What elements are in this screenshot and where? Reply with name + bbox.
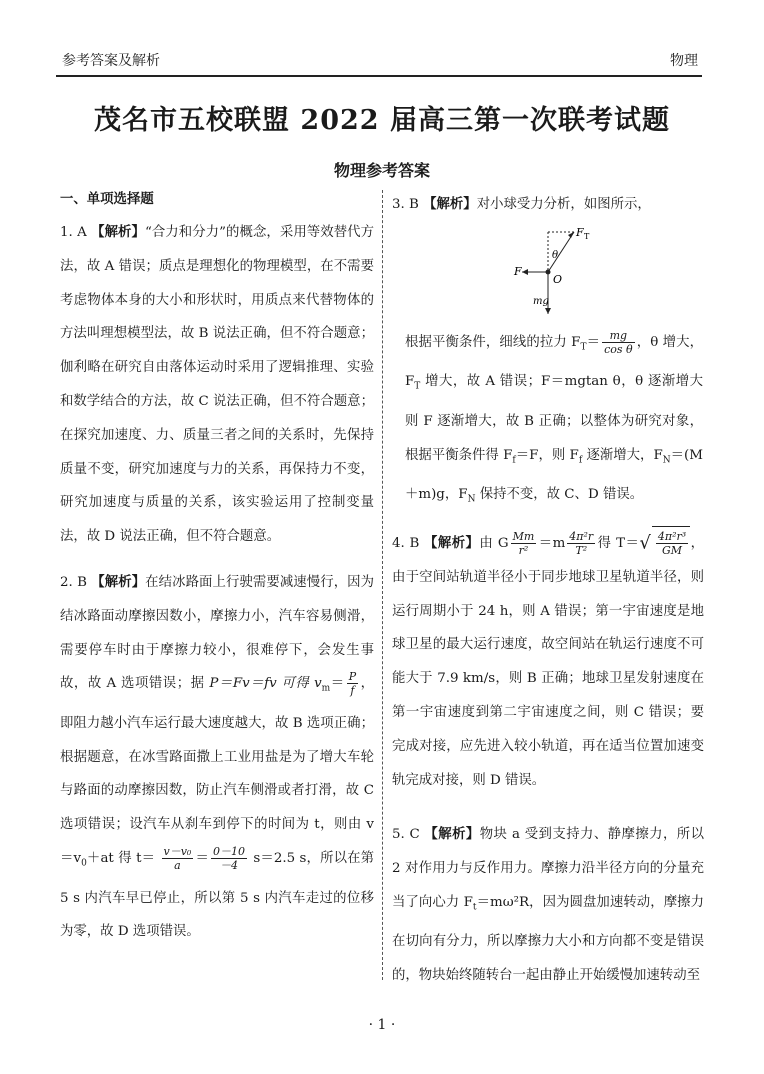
tension-arrowhead: [568, 232, 574, 238]
answer-3-body: [405, 326, 703, 518]
answer-3-t6: ＝(M＋m)g，F: [405, 447, 703, 503]
answer-3-tag: 【解析】: [423, 196, 477, 212]
answer-3-intro-text: 对小球受力分析，如图所示，: [476, 197, 651, 212]
answer-3-sub-n: N: [662, 455, 671, 466]
answer-2-text-d: s＝2.5 s，所以在第 5 s 内汽车早已停止，所以第 5 s 内汽车走过的位移为零，故 D 选项错误。: [60, 851, 374, 940]
label-ft: F: [576, 226, 584, 239]
frac-num: P: [348, 670, 357, 684]
answer-3-t2: ，θ 增大，F: [405, 335, 704, 390]
page-title: 茂名市五校联盟 2022 届高三第一次联考试题: [94, 105, 670, 136]
answer-4-number: 4. B: [392, 535, 420, 551]
answer-4-t4: ，由于空间站轨道半径小于同步地球卫星轨道半径，则运行周期小于 24 h，则 A 错误；第一宇宙速度是地球卫星的最大运行速度，故空间站在轨运行速度不可能大于 7.9 km/s，则 B 正确；地球卫星发射速度在第一宇宙速度到第二宇宙速度之间，则 C 错误；要完成对接，应先进入较小轨道，再在适当位置加速变轨完成对接，则 D 错误。: [392, 535, 705, 788]
frac-num: 0－10: [212, 845, 245, 859]
label-theta: θ: [552, 250, 559, 261]
answer-1-number: 1. A: [60, 225, 87, 240]
answer-5-number: 5. C: [392, 827, 420, 842]
frac-den: r²: [518, 543, 529, 557]
answer-4-t3: 得 T＝: [597, 535, 640, 551]
column-divider: [382, 190, 383, 980]
frac-num: mg: [602, 329, 635, 343]
label-o: O: [553, 273, 563, 286]
frac-den: f: [350, 684, 355, 698]
answer-3-sub-t2: T: [414, 382, 421, 393]
answer-4-frac1: [511, 530, 537, 557]
answer-2-sub-m: m: [321, 684, 331, 695]
answer-3-intro: [392, 188, 704, 222]
answer-3-sub-n2: N: [467, 494, 476, 505]
label-f: F: [514, 265, 522, 278]
answer-2-frac-pf: [347, 670, 358, 697]
answer-4-frac3: [656, 530, 688, 557]
answer-1-tag: 【解析】: [91, 224, 145, 240]
frac-num: Mm: [512, 529, 535, 543]
answer-4-sqrt: [652, 526, 690, 561]
answer-5-t1: 物块 a 受到支持力、静摩擦力，所以 2 对作用力与反作用力。摩擦力沿半径方向的分量充当了向心力 F: [392, 827, 705, 910]
frac-den: cos θ: [604, 343, 633, 356]
answer-2-text-a: 在结冰路面上行驶需要减速慢行，因为结冰路面动摩擦因数小，摩擦力小，汽车容易侧滑，需要停车时由于摩擦力较小，很难停下，会发生事故，故 A 选项错误；据: [60, 575, 375, 692]
answer-4: [392, 526, 704, 797]
answer-3-t1b: ＝: [586, 335, 601, 350]
answer-3-sub-f2: f: [578, 455, 583, 466]
answer-4-t2: ＝m: [538, 535, 566, 551]
sqrt-icon: √: [639, 532, 651, 554]
force-diagram: [500, 222, 610, 322]
answer-3-sub-f: f: [512, 455, 516, 466]
answer-3-t5: 逐渐增大，F: [582, 447, 663, 463]
answer-4-frac2: [567, 530, 595, 557]
answer-2-frac-values: [211, 845, 247, 872]
answer-2-tag: 【解析】: [91, 574, 146, 590]
answer-3-t4: ＝F，则 F: [515, 447, 579, 463]
page-number: · 1 ·: [368, 1017, 396, 1033]
answer-2-text-b: ，即阻力越小汽车运行最大速度越大，故 B 选项正确；根据题意，在冰雪路面撒上工业用盐是为了增大车轮与路面的动摩擦因数，防止汽车侧滑或者打滑，故 C 选项错误；设汽车从刹车到停下的时间为 t，则由 v＝v: [60, 676, 375, 867]
header-rule: [56, 75, 702, 77]
answer-2-formula: P＝Fv＝fv 可得 v: [209, 676, 322, 692]
answer-3-sub-t: T: [580, 342, 587, 353]
frac-den: T²: [575, 543, 588, 557]
answer-2-text-c: ＋at 得 t＝: [86, 851, 156, 867]
section-heading: 一、单项选择题: [60, 191, 154, 207]
answer-1: [60, 216, 374, 554]
gravity-arrowhead: [545, 308, 551, 314]
answer-1-text: “合力和分力”的概念，采用等效替代方法，故 A 错误；质点是理想化的物理模型，在不需要考虑物体本身的大小和形状时，用质点来代替物体的方法叫理想模型法，故 B 说法正确，但不符合题意；伽利略在研究自由落体运动时采用了逻辑推理、实验和数学结合的方法，故 C 说法正确，但不符合题意；在探究加速度、力、质量三者之间的关系时，先保持质量不变，研究加速度与力的关系，再保持力不变，研究加速度与质量的关系，该实验运用了控制变量法，故 D 说法正确，但不符合题意。: [60, 225, 374, 545]
answer-4-t1: 由 G: [479, 535, 509, 551]
answer-5-t2: ＝mω²R，因为圆盘加速转动，摩擦力在切向有分力，所以摩擦力大小和方向都不变是错误的，物块始终随转台一起由静止开始缓慢加速转动至: [392, 894, 704, 983]
answer-2-number: 2. B: [60, 575, 87, 590]
answer-3-number: 3. B: [392, 197, 419, 212]
frac-den: a: [174, 859, 181, 873]
answer-3-frac: [602, 329, 635, 356]
answer-2-sub-0: 0: [81, 858, 87, 869]
frac-den: －4: [219, 859, 238, 873]
answer-4-tag: 【解析】: [424, 534, 480, 551]
frac-num: 4π²r: [569, 529, 594, 543]
frac-den: GM: [661, 544, 683, 557]
answer-3-t3: 增大，故 A 错误；F＝mgtan θ，θ 逐渐增大则 F 逐渐增大，故 B 正确；以整体为研究对象，根据平衡条件得 F: [405, 374, 703, 463]
answer-2-frac-t: [162, 845, 194, 872]
answer-3-t7: 保持不变，故 C、D 错误。: [475, 487, 644, 503]
header-left: 参考答案及解析: [62, 53, 160, 69]
answer-3-t1: 根据平衡条件，细线的拉力 F: [405, 335, 581, 350]
label-ft-sub: T: [584, 232, 590, 241]
frac-num: v－v₀: [163, 845, 192, 859]
ball: [546, 270, 551, 275]
answer-5: [392, 818, 704, 993]
answer-5-tag: 【解析】: [424, 826, 480, 842]
frac-num: 4π²r³: [657, 530, 687, 543]
label-mg: mg: [533, 296, 549, 307]
answer-5-sub-t: t: [472, 902, 477, 913]
answer-2: 2. B 【解析】在结冰路面上行驶需要减速慢行，因为结冰路面动摩擦因数小，摩擦力小，汽车容易侧滑，需要停车时由于摩擦力较小，很难停下，会发生事故，故 A 选项错误；据 P＝Fv＝fv 可得 $v_m=$ $\frac{P}{f}$ ，即阻力越小汽车运行最大速度越大，故 B 选项正确；根据题意，在冰雪路面撒上工业用盐是为了增大车轮与路面的动摩擦因数，防止汽车侧滑或者打滑，故 C 选项错误；设汽车从刹车到停下的时间为 t，则由 $v=v_0+at$ 得 t＝ $\frac{\text{v－v₀}}{a}$ ＝ $\frac{0-10}{-4}$ s＝2.5 s，所以在第 5 s 内汽车早已停止，所以第 5 s 内汽车走过的位移为零，故 D 选项错误。: [60, 574, 375, 940]
page-subtitle: 物理参考答案: [333, 161, 430, 180]
force-arrowhead: [522, 269, 528, 275]
header-right: 物理: [670, 53, 698, 69]
answer-2-eq: ＝: [330, 676, 345, 692]
